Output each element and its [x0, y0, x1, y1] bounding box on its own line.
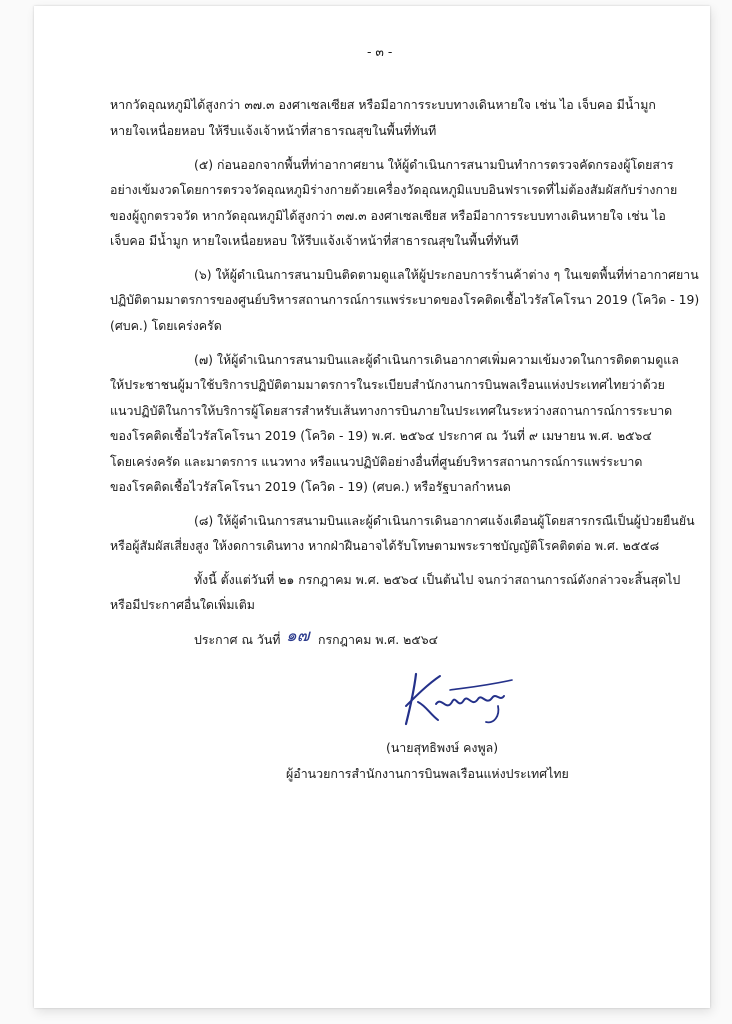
body-line-13: ของโรคติดเชื้อไวรัสโคโรนา 2019 (โควิด - 19) พ.ศ. ๒๕๖๔ ประกาศ ณ วันที่ ๙ เมษายน พ.ศ. ๒๕๖๔	[110, 428, 652, 443]
body-line-19: หรือมีประกาศอื่นใดเพิ่มเติม	[110, 597, 255, 612]
body-line-14: โดยเคร่งครัด และมาตรการ แนวทาง หรือแนวปฏิบัติอย่างอื่นที่ศูนย์บริหารสถานการณ์การแพร่ระบาด	[110, 454, 643, 469]
body-line-7: (๖) ให้ผู้ดำเนินการสนามบินติดตามดูแลให้ผู้ประกอบการร้านค้าต่าง ๆ ในเขตพื้นที่ท่าอากาศยาน	[194, 267, 699, 282]
body-line-11: ให้ประชาชนผู้มาใช้บริการปฏิบัติตามมาตรการในระเบียบสำนักงานการบินพลเรือนแห่งประเทศไทยว่าด้วย	[110, 377, 665, 392]
announce-date-suffix: กรกฎาคม พ.ศ. ๒๕๖๔	[318, 632, 438, 647]
announce-date-day: ๑๗	[286, 626, 310, 646]
body-line-5: ของผู้ถูกตรวจวัด หากวัดอุณหภูมิได้สูงกว่า ๓๗.๓ องศาเซลเซียส หรือมีอาการระบบทางเดินหายใจ เช่น ไอ	[110, 208, 666, 223]
signer-name: (นายสุทธิพงษ์ คงพูล)	[386, 740, 499, 755]
body-line-3: (๕) ก่อนออกจากพื้นที่ท่าอากาศยาน ให้ผู้ดำเนินการสนามบินทำการตรวจคัดกรองผู้โดยสาร	[194, 157, 674, 172]
page-number: - ๓ -	[367, 44, 393, 59]
body-line-15: ของโรคติดเชื้อไวรัสโคโรนา 2019 (โควิด - 19) (ศบค.) หรือรัฐบาลกำหนด	[110, 479, 511, 494]
body-line-2: หายใจเหนื่อยหอบ ให้รีบแจ้งเจ้าหน้าที่สาธารณสุขในพื้นที่ทันที	[110, 123, 437, 138]
signature	[394, 666, 524, 736]
body-line-16: (๘) ให้ผู้ดำเนินการสนามบินและผู้ดำเนินการเดินอากาศแจ้งเตือนผู้โดยสารกรณีเป็นผู้ป่วยยืนยัน	[194, 513, 695, 528]
body-line-17: หรือผู้สัมผัสเสี่ยงสูง ให้งดการเดินทาง หากฝ่าฝืนอาจได้รับโทษตามพระราชบัญญัติโรคติดต่อ พ.ศ. ๒๕๕๘	[110, 538, 660, 553]
body-line-4: อย่างเข้มงวดโดยการตรวจวัดอุณหภูมิร่างกายด้วยเครื่องวัดอุณหภูมิแบบอินฟราเรดที่ไม่ต้องสัมผัสกับร่างกาย	[110, 182, 678, 197]
body-line-9: (ศบค.) โดยเคร่งครัด	[110, 318, 222, 333]
body-line-18: ทั้งนี้ ตั้งแต่วันที่ ๒๑ กรกฎาคม พ.ศ. ๒๕๖๔ เป็นต้นไป จนกว่าสถานการณ์ดังกล่าวจะสิ้นสุดไป	[194, 572, 681, 587]
announce-date-prefix: ประกาศ ณ วันที่	[194, 632, 281, 647]
body-line-6: เจ็บคอ มีน้ำมูก หายใจเหนื่อยหอบ ให้รีบแจ้งเจ้าหน้าที่สาธารณสุขในพื้นที่ทันที	[110, 233, 519, 248]
document-page	[34, 6, 710, 1008]
body-line-8: ปฏิบัติตามมาตรการของศูนย์บริหารสถานการณ์การแพร่ระบาดของโรคติดเชื้อไวรัสโคโรนา 2019 (โควิด - 19)	[110, 292, 700, 307]
body-line-1: หากวัดอุณหภูมิได้สูงกว่า ๓๗.๓ องศาเซลเซียส หรือมีอาการระบบทางเดินหายใจ เช่น ไอ เจ็บคอ มีน้ำมูก	[110, 97, 656, 112]
body-line-10: (๗) ให้ผู้ดำเนินการสนามบินและผู้ดำเนินการเดินอากาศเพิ่มความเข้มงวดในการติดตามดูแล	[194, 352, 679, 367]
signer-position: ผู้อำนวยการสำนักงานการบินพลเรือนแห่งประเทศไทย	[286, 766, 569, 781]
body-line-12: แนวปฏิบัติในการให้บริการผู้โดยสารสำหรับเส้นทางการบินภายในประเทศในระหว่างสถานการณ์การระบาด	[110, 403, 673, 418]
